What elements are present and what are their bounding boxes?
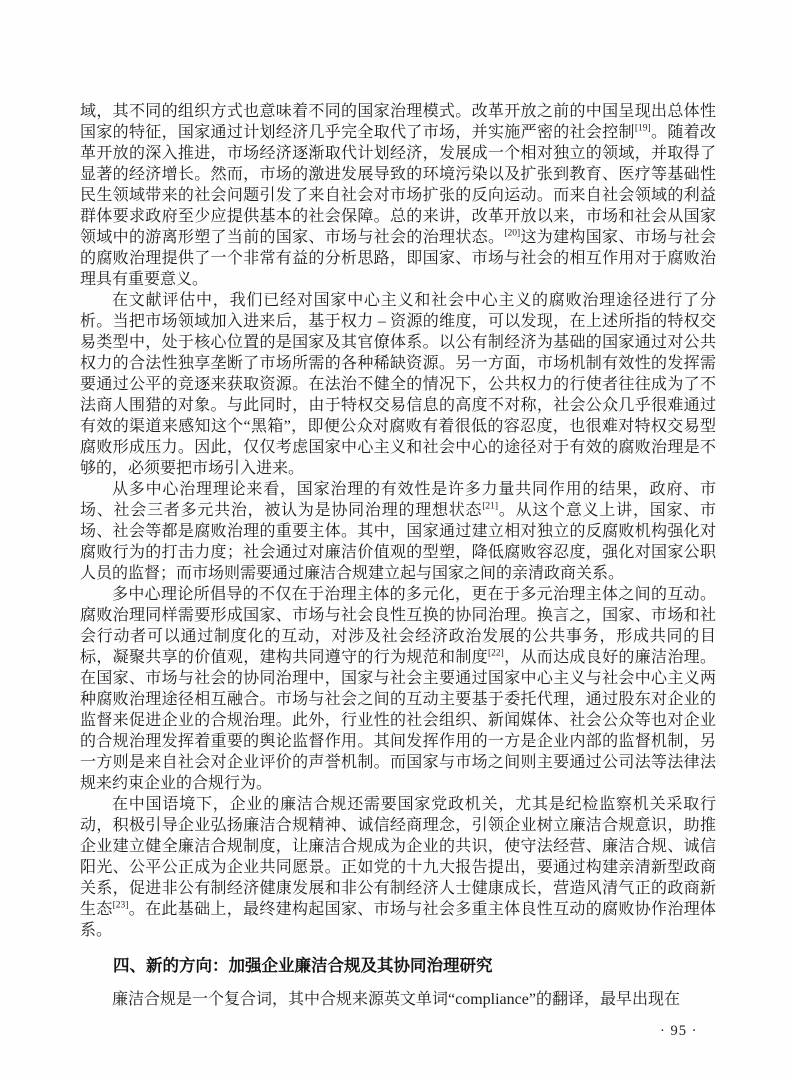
paragraph — [80, 794, 716, 941]
paragraph — [80, 989, 716, 1010]
paragraph-text: ，从而达成良好的廉洁治理。在国家、市场与社会的协同治理中，国家与社会主要通过国家中心主义与社会中心主义两种腐败治理途径相互融合。市场与社会之间的互动主要基于委托代理，通过股东对企业的监督来促进企业的合规治理。此外，行业性的社会组织、新闻媒体、社会公众等也对企业的合规治理发挥着重要的舆论监督作用。其间发挥作用的一方是企业内部的监督机制，另一方则是来自社会对企业评价的声誉机制。而国家与市场之间则主要通过公司法等法律法规来约束企业的合规行为。 — [80, 649, 716, 792]
section-heading: 四、新的方向：加强企业廉洁合规及其协同治理研究 — [113, 957, 493, 975]
citation-ref: [20] — [504, 228, 521, 239]
paragraph-text: 在文献评估中，我们已经对国家中心主义和社会中心主义的腐败治理途径进行了分析。当把市场领域加入进来后，基于权力 – 资源的维度，可以发现，在上述所指的特权交易类型中，处于核心位置的是国家及其官僚体系。以公有制经济为基础的国家通过对公共权力的合法性独享垄断了市场所需的各种稀缺资源。另一方面，市场机制有效性的发挥需要通过公平的竞逐来获取资源。在法治不健全的情况下，公共权力的行使者往往成为了不法商人围猎的对象。与此同时，由于特权交易信息的高度不对称，社会公众几乎很难通过有效的渠道来感知这个“黑箱”，即便公众对腐败有着很低的容忍度，也很难对特权交易型腐败形成压力。因此，仅仅考虑国家中心主义和社会中心的途径对于有效的腐败治理是不够的，必须要把市场引入进来。 — [80, 292, 716, 477]
paragraph — [80, 101, 716, 290]
paragraph-text: 。随着改革开放的深入推进，市场经济逐渐取代计划经济，发展成一个相对独立的领域，并取得了显著的经济增长。然而，市场的激进发展导致的环境污染以及扩张到教育、医疗等基础性民生领域带来的社会问题引发了来自社会对市场扩张的反向运动。而来自社会领域的利益群体要求政府至少应提供基本的社会保障。总的来讲，改革开放以来，市场和社会从国家领域中的游离形塑了当前的国家、市场与社会的治理状态。 — [80, 124, 716, 246]
paragraph-text: 从多中心治理理论来看，国家治理的有效性是许多力量共同作用的结果，政府、市场、社会三者多元共治，被认为是协同治理的理想状态 — [80, 481, 716, 519]
citation-ref: [21] — [482, 501, 499, 512]
paragraph — [80, 479, 716, 584]
paragraph-text: 廉洁合规是一个复合词，其中合规来源英文单词“compliance”的翻译，最早出现在 — [112, 991, 680, 1008]
page-number: · 95 · — [660, 1023, 698, 1039]
paragraph-text: 。在此基础上，最终建构起国家、市场与社会多重主体良性互动的腐败协作治理体系。 — [80, 901, 716, 939]
paragraph-text: 。从这个意义上讲，国家、市场、社会等都是腐败治理的重要主体。其中，国家通过建立相对独立的反腐败机构强化对腐败行为的打击力度；社会通过对廉洁价值观的型塑，降低腐败容忍度，强化对国家公职人员的监督；而市场则需要通过廉洁合规建立起与国家之间的亲清政商关系。 — [80, 502, 716, 582]
citation-ref: [19] — [634, 123, 651, 134]
paragraph-text: 域，其不同的组织方式也意味着不同的国家治理模式。改革开放之前的中国呈现出总体性国家的特征，国家通过计划经济几乎完全取代了市场，并实施严密的社会控制 — [80, 103, 716, 141]
paragraph-text: 在中国语境下，企业的廉洁合规还需要国家党政机关，尤其是纪检监察机关采取行动，积极引导企业弘扬廉洁合规精神、诚信经商理念，引领企业树立廉洁合规意识，助推企业建立健全廉洁合规制度，让廉洁合规成为企业的共识，使守法经营、廉洁合规、诚信阳光、公平公正成为企业共同愿景。正如党的十九大报告提出，要通过构建亲清新型政商关系，促进非公有制经济健康发展和非公有制经济人士健康成长，营造风清气正的政商新生态 — [80, 796, 716, 918]
paragraph — [80, 584, 716, 794]
article-body — [80, 101, 716, 1010]
citation-ref: [22] — [488, 648, 504, 659]
paragraph — [80, 290, 716, 479]
citation-ref: [23] — [112, 900, 129, 911]
paragraph-text: 这为建构国家、市场与社会的腐败治理提供了一个非常有益的分析思路，即国家、市场与社会的相互作用对于腐败治理具有重要意义。 — [80, 229, 716, 288]
paragraph-text: 多中心理论所倡导的不仅在于治理主体的多元化，更在于多元治理主体之间的互动。腐败治理同样需要形成国家、市场与社会良性互换的协同治理。换言之，国家、市场和社会行动者可以通过制度化的互动，对涉及社会经济政治发展的公共事务，形成共同的目标，凝聚共享的价值观，建构共同遵守的行为规范和制度 — [80, 586, 716, 666]
